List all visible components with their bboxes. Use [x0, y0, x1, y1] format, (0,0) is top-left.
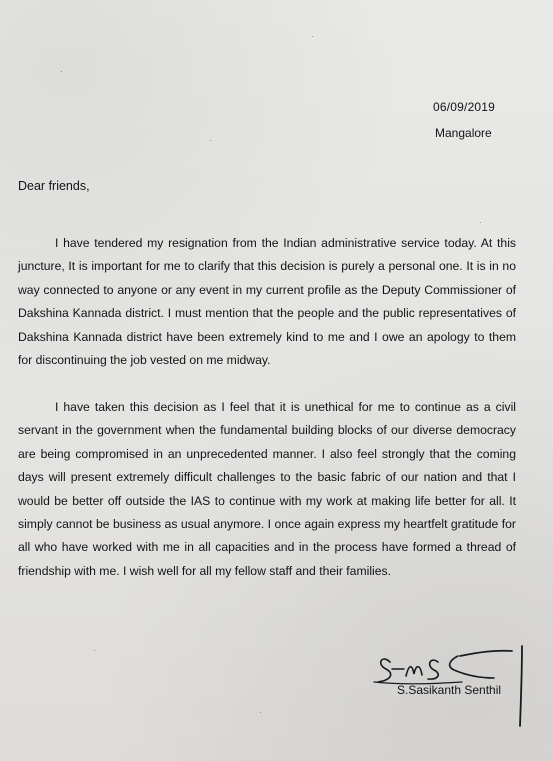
letter-place: Mangalore [435, 126, 492, 140]
letter-date: 06/09/2019 [433, 100, 496, 114]
paper-speck [480, 222, 481, 223]
paper-speck [312, 36, 313, 37]
body-paragraph-2: I have taken this decision as I feel that it is unethical for me to continue as a civil servant in the government when the fundamental building blocks of our diverse democracy are being compromised in an unprecedented manner. I also feel strongly that the coming days will present extremely difficult challenges to the basic fabric of our nation and that I would be better off outside the IAS to continue with my work at making life better for all. It simply cannot be business as usual anymore. I once again express my heartfelt gratitude for all who have worked with me in all capacities and in the process have formed a thread of friendship with me. I wish well for all my fellow staff and their families. [18, 400, 516, 578]
signatory-name: S.Sasikanth Senthil [397, 683, 502, 697]
salutation: Dear friends, [18, 179, 90, 193]
paper-speck [210, 140, 211, 141]
body-paragraph-1: I have tendered my resignation from the Indian administrative service today. At this juncture, It is important for me to clarify that this decision is purely a personal one. It is in no way connected to anyone or any event in my current profile as the Deputy Commissioner of Dakshina Kannada district. I must mention that the people and the public representatives of Dakshina Kannada district have been extremely kind to me and I owe an apology to them for discontinuing the job vested on me midway. [18, 236, 516, 368]
paper-speck [94, 650, 95, 651]
paper-speck [61, 71, 62, 72]
paper-speck [260, 712, 261, 713]
